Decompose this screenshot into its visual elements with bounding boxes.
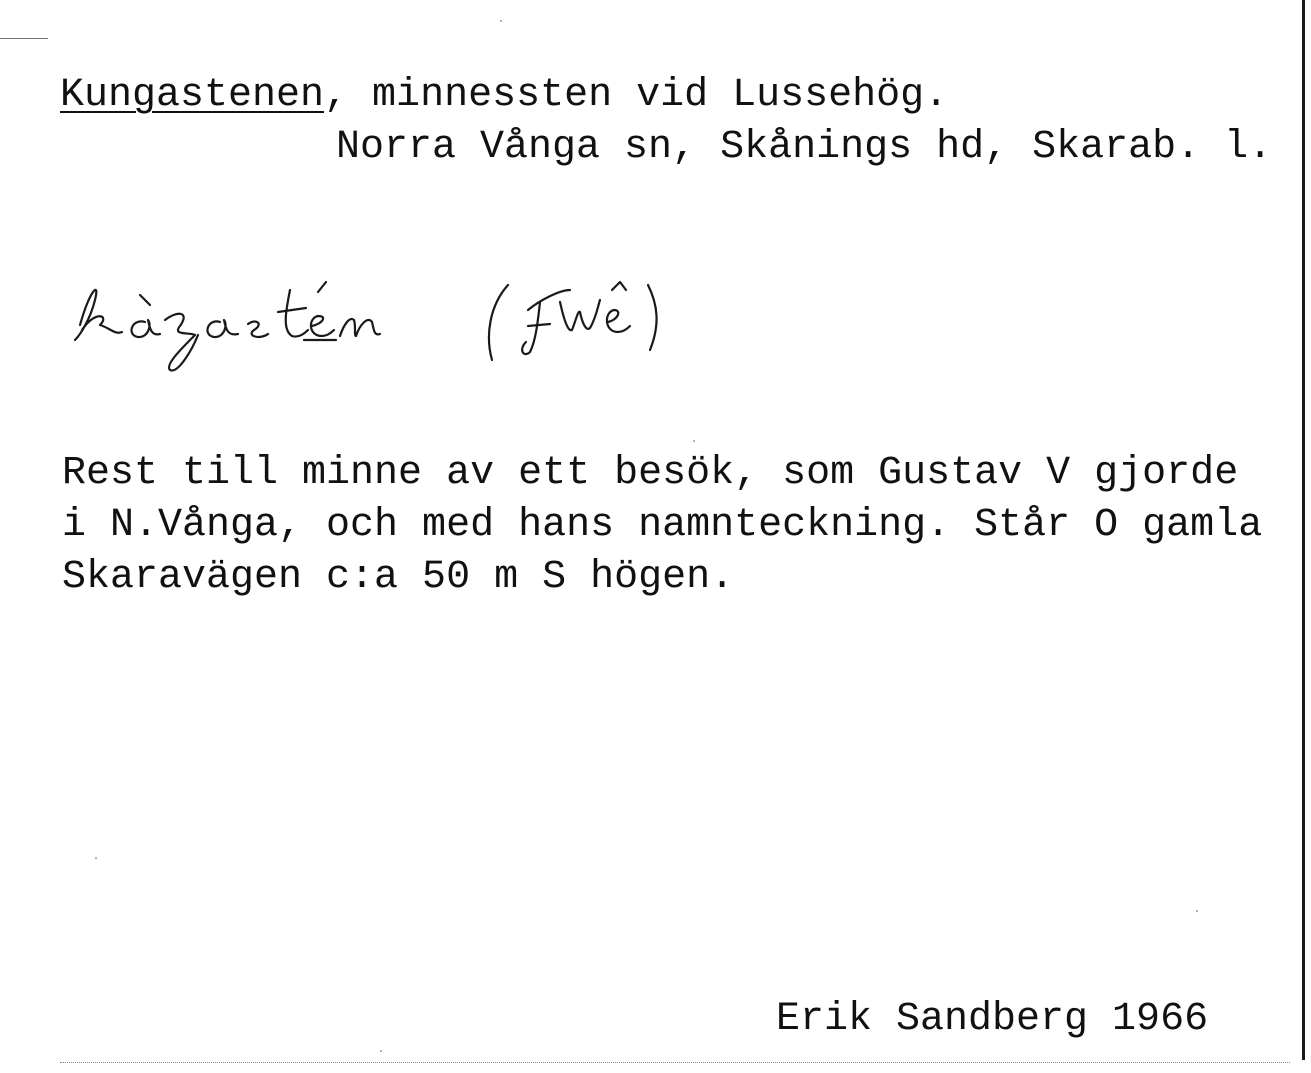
location-line: Norra Vånga sn, Skånings hd, Skarab. l. — [336, 125, 1273, 170]
paper-speck — [380, 1050, 382, 1052]
body-line: Skaravägen c:a 50 m S högen. — [62, 555, 735, 600]
title-description: , minnessten vid Lussehög. — [324, 73, 949, 118]
paper-speck — [1196, 910, 1198, 912]
card-bottom-edge — [60, 1062, 1290, 1063]
author-signature: Erik Sandberg 1966 — [776, 997, 1209, 1042]
title-line — [60, 73, 949, 118]
body-line: Rest till minne av ett besök, som Gustav V gjorde — [62, 451, 1239, 496]
title-name: Kungastenen — [60, 73, 325, 118]
paper-speck — [500, 20, 502, 22]
handwritten-note — [60, 240, 680, 380]
paper-speck — [95, 857, 97, 859]
card-right-edge — [1302, 0, 1305, 1060]
paper-speck — [693, 440, 695, 442]
body-line: i N.Vånga, och med hans namnteckning. Står O gamla — [62, 503, 1263, 548]
top-margin-mark — [0, 38, 48, 39]
